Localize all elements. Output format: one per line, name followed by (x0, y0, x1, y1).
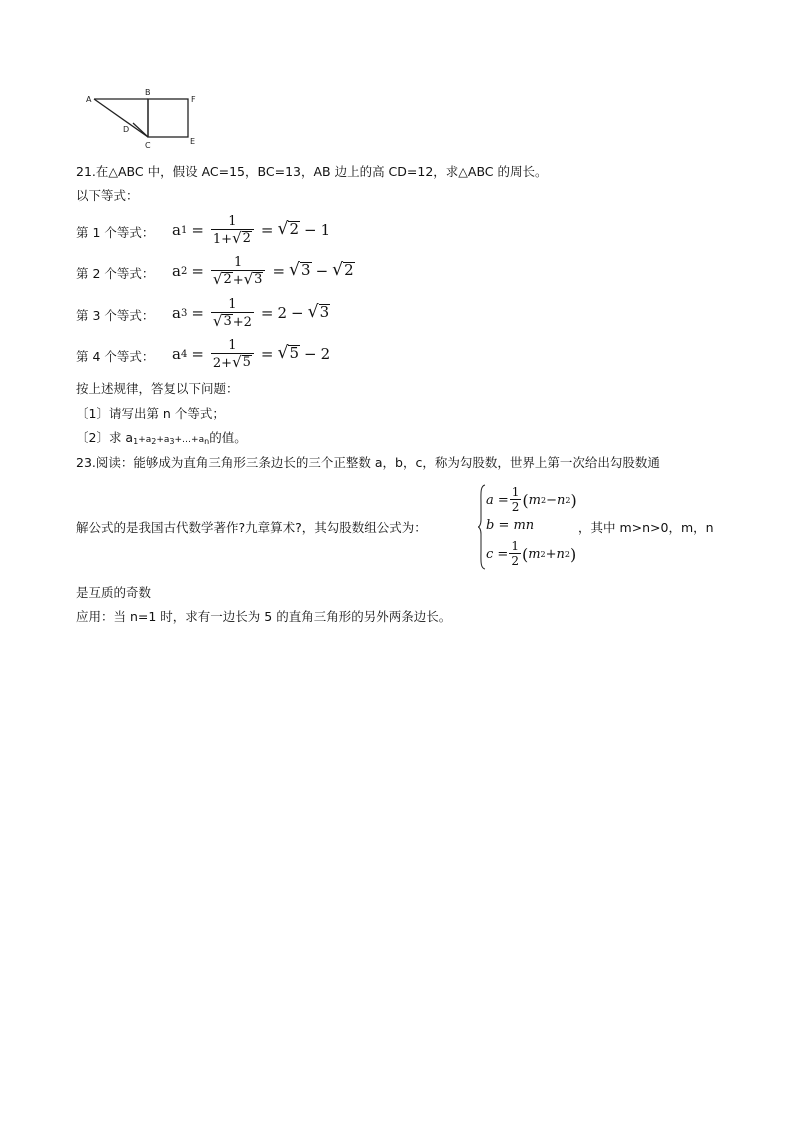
question-23-line-1: 23.阅读：能够成为直角三角形三条边长的三个正整数 a，b，c，称为勾股数，世界上第一次给出勾股数通 (76, 455, 660, 470)
label-E: E (190, 137, 196, 146)
equation-1: a 1 = 1 1+ √ 2 = √ 2 − 1 (172, 213, 331, 247)
equation-2-label: 第 2 个等式： (76, 266, 155, 281)
equation-3: a 3 = 1 √ 3 +2 = 2 − √ 3 (172, 296, 330, 330)
equation-2: a 2 = 1 √ 2 + √ 3 = √ 3 − √ 2 (172, 254, 354, 288)
formula-c: c = $\frac{1}{2}$ ( m 2 + n 2 ) (486, 539, 577, 568)
formula-a: a = $\frac{1}{2}$ ( m 2 − n 2 ) (486, 485, 577, 514)
question-23-line-2: 解公式的是我国古代数学著作?九章算术?，其勾股数组公式为： (76, 520, 427, 535)
equation-4: a 4 = 1 2+ √ 5 = √ 5 − 2 (172, 337, 331, 371)
question-23-line-3: 是互质的奇数 (76, 585, 152, 600)
equations-intro: 以下等式： (76, 188, 139, 203)
label-C: C (145, 141, 151, 150)
rule-prompt: 按上述规律，答复以下问题： (76, 381, 239, 396)
segment-CD (133, 123, 148, 137)
sub-question-2: 〔2〕求 $a_1+a_2+a_3+\dots+a_n$的值。 (76, 430, 247, 446)
sub-question-1: 〔1〕请写出第 n 个等式； (76, 406, 225, 421)
equation-4-label: 第 4 个等式： (76, 349, 155, 364)
label-F: F (191, 95, 196, 104)
equation-1-label: 第 1 个等式： (76, 225, 155, 240)
square-BFEC (148, 99, 188, 137)
question-23-condition: ，其中 m>n>0，m，n (578, 520, 714, 535)
left-brace (478, 484, 486, 570)
question-21: 21.在△ABC 中，假设 AC=15，BC=13，AB 边上的高 CD=12，求△ABC 的周长。 (76, 164, 548, 179)
equation-3-label: 第 3 个等式： (76, 308, 155, 323)
label-A: A (86, 95, 92, 104)
segment-AC (94, 99, 148, 137)
label-D: D (123, 125, 130, 134)
geometry-figure (84, 86, 214, 152)
formula-b: b = mn (486, 518, 535, 533)
question-23-application: 应用：当 n=1 时，求有一边长为 5 的直角三角形的另外两条边长。 (76, 609, 452, 624)
label-B: B (145, 88, 151, 97)
